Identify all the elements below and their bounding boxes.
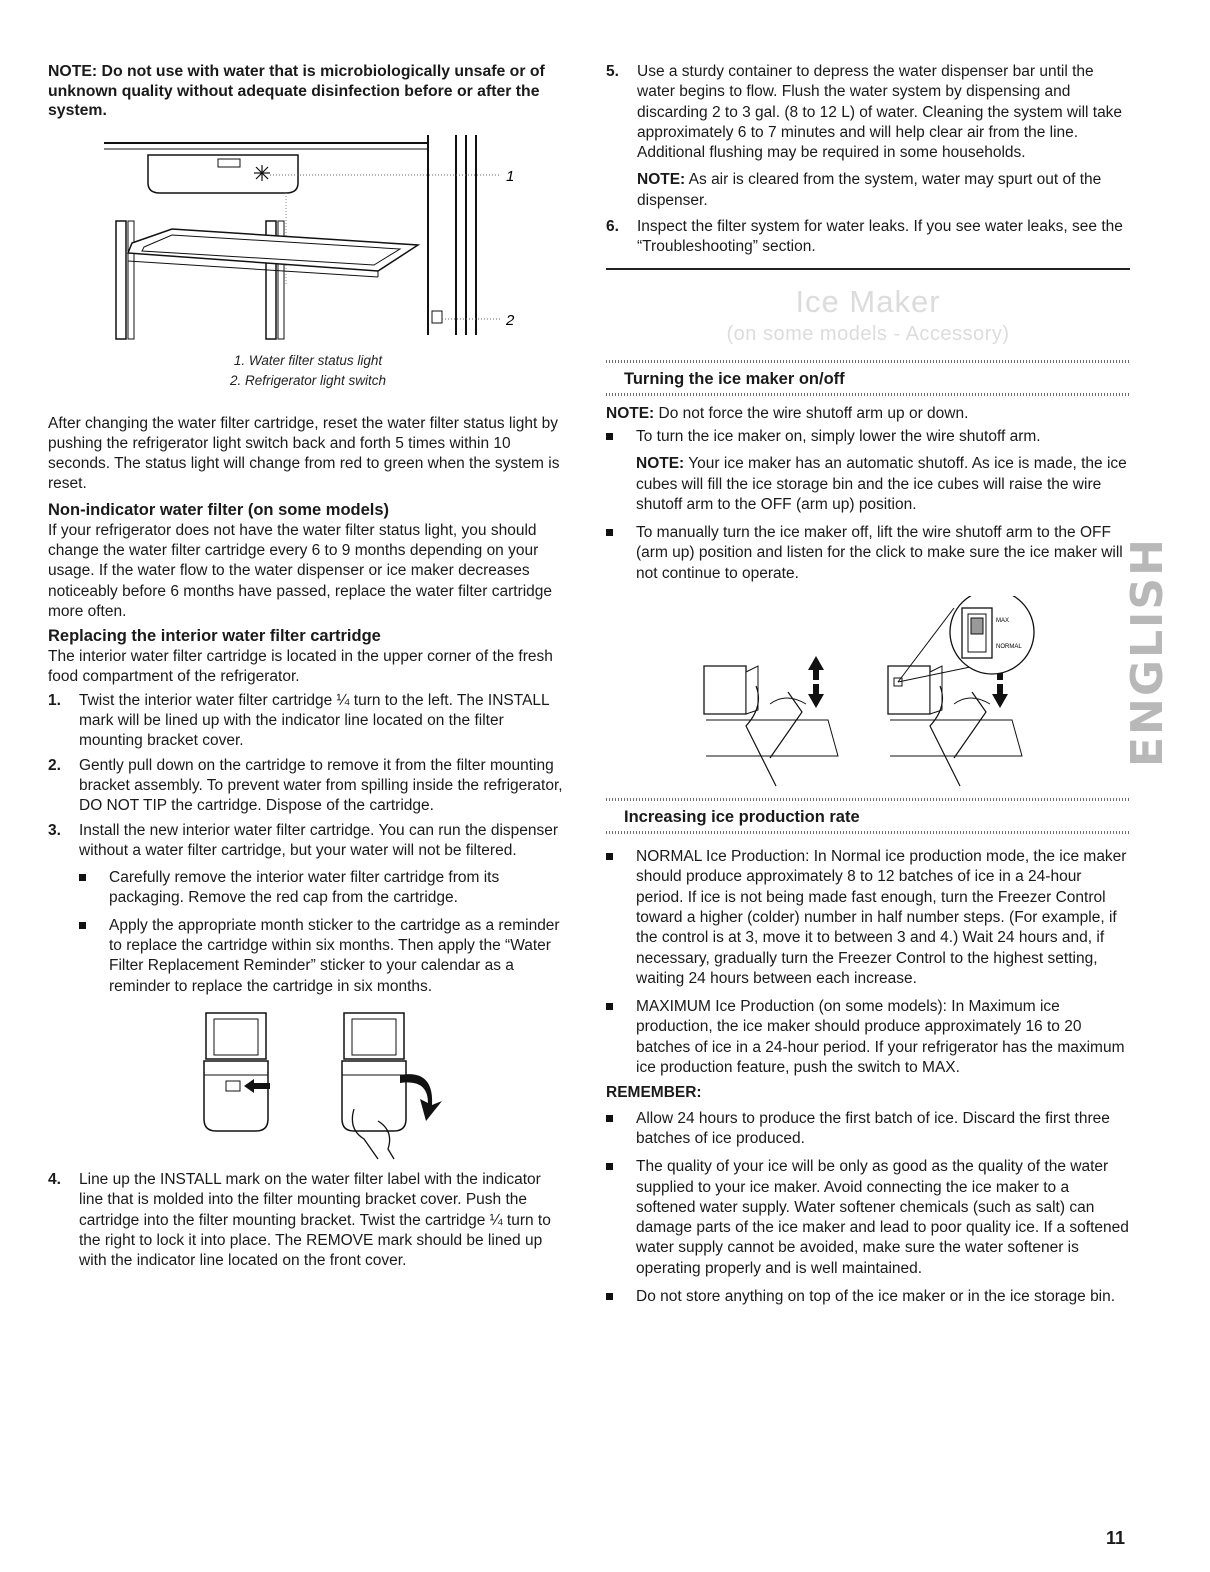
replacement-steps [48,691,568,997]
step-3-bullets [79,868,568,997]
increasing-heading: Increasing ice production rate [624,808,860,827]
flushing-steps [606,62,1130,258]
language-side-tab [1122,537,1173,767]
turning-note: NOTE: Do not force the wire shutoff arm up or down. [606,404,969,422]
remember-bullets [606,1109,1130,1308]
list-item: Do not store anything on top of the ice maker or in the ice storage bin. [606,1287,1130,1307]
replacing-text: The interior water filter cartridge is located in the upper corner of the fresh food compartment of the refrigerator. [48,648,553,686]
refrigerator-shelf-illustration [48,135,568,341]
dotted-rule [606,831,1130,834]
filter-status-figure [48,135,568,341]
step-1: 1. Twist the interior water filter cartridge ¼ turn to the left. The INSTALL mark will be lined up with the indicator line located on the filter mounting bracket cover. [48,691,550,750]
page-number: 11 [1106,1528,1126,1548]
ice-maker-note: NOTE: Your ice maker has an automatic shutoff. As ice is made, the ice cubes will fill the ice storage bin and the ice cubes will raise the wire shutoff arm to the OFF (arm up) position. [636,455,1127,513]
turning-heading: Turning the ice maker on/off [624,369,845,388]
left-column [48,62,568,1271]
step-6: 6. Inspect the filter system for water leaks. If you see water leaks, see the “Troubleshooting” section. [606,218,1123,256]
ice-maker-title-block [606,284,1130,348]
step-5: 5. Use a sturdy container to depress the water dispenser bar until the water begins to flow. Flush the water system by dispensing and discarding 2 to 3 gal. (8 to 12 L) of water. Cleaning the system will take approximately 6 to 7 minutes and will help clear air from the line. Additional flushing may be required in some households. NOTE: As air is cleared from the system, water may spurt out of the dispenser. [606,62,1130,211]
step-4-list [48,1170,568,1271]
list-item: MAXIMUM Ice Production (on some models): In Maximum ice production, the ice maker should produce approximately 16 to 20 batches of ice in a 24-hour period. If your refrigerator has the maximum ice production feature, push the switch to MAX. [606,997,1130,1078]
arrow-down-icon [808,684,824,708]
arrow-down-icon [992,684,1008,708]
dotted-rule [606,360,1130,363]
language-tab-label: ENGLISH [1122,537,1173,767]
section-subtitle: (on some models - Accessory) [726,322,1010,345]
production-bullets [606,847,1130,1078]
replacing-heading: Replacing the interior water filter cartridge [48,627,381,646]
step-2: 2. Gently pull down on the cartridge to remove it from the filter mounting bracket assembly. To prevent water from spilling inside the refrigerator, DO NOT TIP the cartridge. Dispose of the cartridge. [48,756,563,815]
figure-caption [48,351,568,391]
non-indicator-heading: Non-indicator water filter (on some models) [48,500,390,519]
step-3: 3. Install the new interior water filter cartridge. You can run the dispenser without a water filter cartridge, but your water will not be filtered. Carefully remove the interior water filter cartridge from its packaging. Remove the red cap from the cartridge. Apply the appropriate month sticker to the cartridge as a reminder to replace the cartridge within six months. Then apply the “Water Filter Replacement Reminder” sticker to your calendar as a reminder to replace the cartridge in six months. [48,821,568,997]
status-light-star-icon [254,165,270,181]
list-item: The quality of your ice will be only as good as the quality of the water supplied to your ice maker. Avoid connecting the ice maker to a softened water supply. Water softener chemicals (such as salt) can damage parts of the ice maker and lead to poor quality ice. If a softened water supply cannot be avoided, make sure the water softener is operating properly and is well maintained. [606,1157,1130,1279]
ice-maker-illustration [606,596,1130,792]
list-item: Allow 24 hours to produce the first batch of ice. Discard the first three batches of ice produced. [606,1109,1130,1150]
reset-instructions: After changing the water filter cartridge, reset the water filter status light by pushing the refrigerator light switch back and forth 5 times within 10 seconds. The status light will change from red to green when the system is reset. [48,414,560,493]
turning-bullets [606,427,1130,584]
switch-label-max: MAX [996,618,1010,625]
section-divider [606,268,1130,270]
list-item: Apply the appropriate month sticker to the cartridge as a reminder to replace the cartridge within six months. Then apply the “Water Filter Replacement Reminder” sticker to your calendar as a reminder to replace the cartridge in six months. [79,916,568,997]
caption-status-light: 1. Water filter status light [233,352,383,368]
callout-1: 1 [506,167,515,185]
dotted-rule [606,798,1130,801]
section-title: Ice Maker [795,283,941,319]
list-item: To manually turn the ice maker off, lift the wire shutoff arm to the OFF (arm up) position and listen for the click to make sure the ice maker will not continue to operate. [606,523,1130,584]
non-indicator-text: If your refrigerator does not have the water filter status light, you should change the water filter cartridge every 6 to 9 months depending on your usage. If the water flow to the water dispenser or ice maker decreases noticeably before 6 months have passed, replace the water filter cartridge more often. [48,521,553,620]
cartridge-figure [48,1009,568,1161]
list-item: Carefully remove the interior water filter cartridge from its packaging. Remove the red cap from the cartridge. [79,868,568,909]
dotted-rule [606,393,1130,396]
callout-2: 2 [506,311,515,329]
right-column [606,62,1130,1307]
list-item: NORMAL Ice Production: In Normal ice production mode, the ice maker should produce approximately 8 to 12 batches of ice in a 24-hour period. If ice is not being made fast enough, turn the Freezer Control toward a higher (colder) number in half number steps. (For example, if the control is at 3, move it to between 3 and 4.) Wait 24 hours and, if necessary, gradually turn the Freezer Control to the highest setting, waiting 24 hours between each increase. [606,847,1130,989]
ice-maker-figure [606,596,1130,792]
step-4: 4. Line up the INSTALL mark on the water filter label with the indicator line that is molded into the filter mounting bracket cover. Push the cartridge into the filter mounting bracket. Twist the cartridge ¼ turn to the right to lock it into place. The REMOVE mark should be lined up with the indicator line located on the front cover. [48,1170,551,1270]
microbiological-warning: NOTE: Do not use with water that is microbiologically unsafe or of unknown quality without adequate disinfection before or after the system. [48,63,545,119]
caption-light-switch: 2. Refrigerator light switch [229,372,387,388]
arrow-up-icon [808,656,824,680]
cartridge-install-illustration [48,1009,568,1161]
step-5-note: NOTE: As air is cleared from the system, water may spurt out of the dispenser. [637,171,1102,209]
remember-heading: REMEMBER: [606,1084,702,1102]
list-item: To turn the ice maker on, simply lower the wire shutoff arm. NOTE: Your ice maker has an automatic shutoff. As ice is made, the ice cubes will fill the ice storage bin and the ice cubes will raise the wire shutoff arm to the OFF (arm up) position. [606,427,1130,515]
switch-label-normal: NORMAL [996,644,1022,651]
